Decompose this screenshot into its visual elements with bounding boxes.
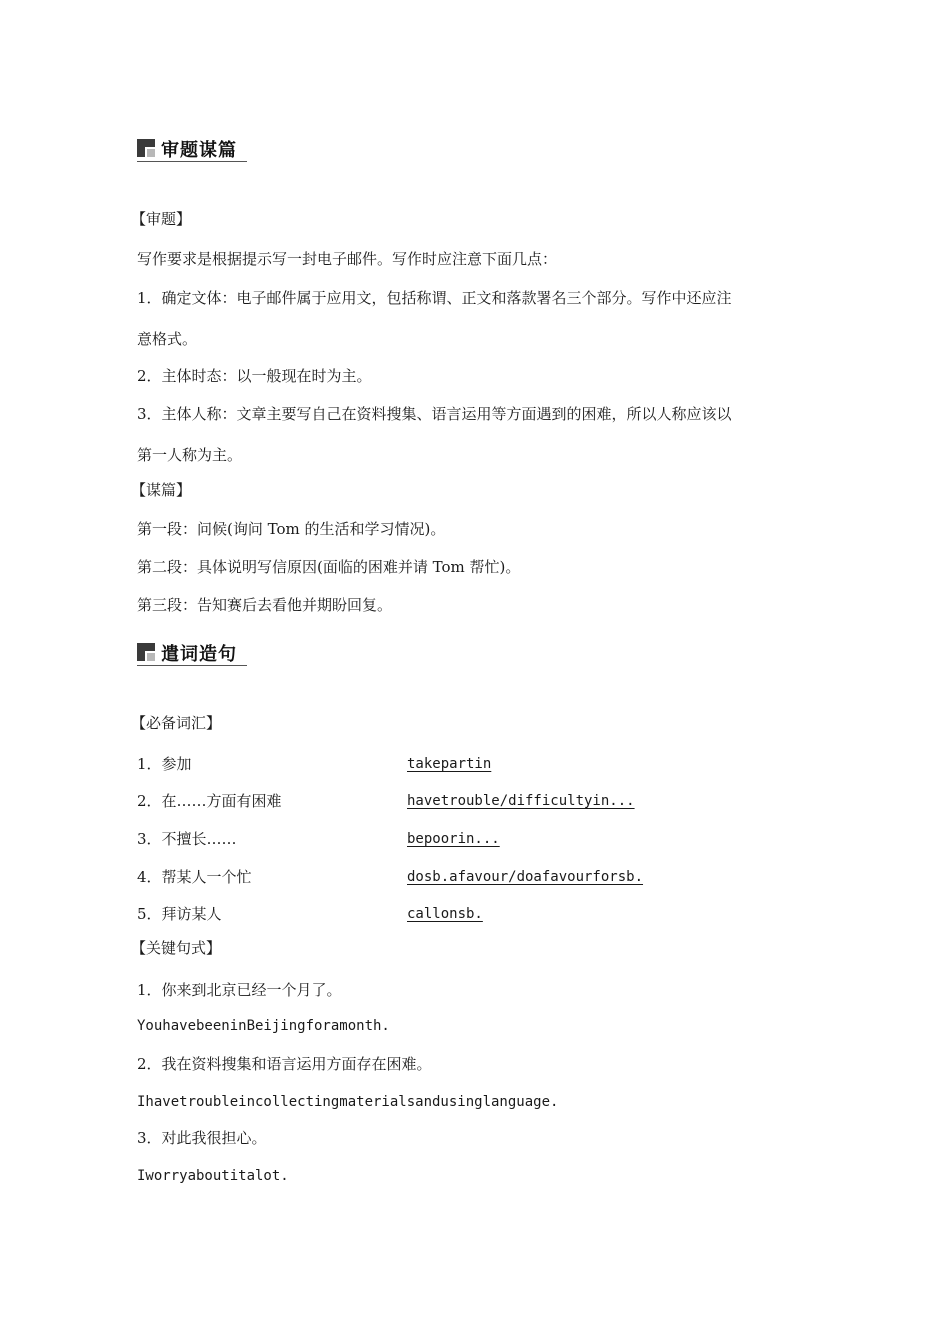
shenti-point-2: 2．主体时态：以一般现在时为主。 (137, 367, 372, 385)
vocab-item-en: callonsb. (407, 906, 483, 922)
shenti-intro: 写作要求是根据提示写一封电子邮件。写作时应注意下面几点： (137, 250, 558, 268)
section-underline (137, 665, 247, 666)
section-title: 审题谋篇 (161, 140, 237, 161)
section-underline (137, 161, 247, 162)
shenti-point-1b: 意格式。 (137, 330, 198, 348)
vocab-heading: 【必备词汇】 (131, 714, 222, 732)
shenti-point-3b: 第一人称为主。 (137, 446, 243, 464)
vocab-item-cn: 2．在……方面有困难 (137, 792, 282, 810)
moupian-para-3: 第三段：告知赛后去看他并期盼回复。 (137, 596, 393, 614)
shenti-point-1a: 1．确定文体：电子邮件属于应用文，包括称谓、正文和落款署名三个部分。写作中还应注 (137, 289, 732, 307)
shenti-point-3a: 3．主体人称：文章主要写自己在资料搜集、语言运用等方面遇到的困难，所以人称应该以 (137, 405, 732, 423)
sentence-cn: 2．我在资料搜集和语言运用方面存在困难。 (137, 1055, 432, 1073)
sentence-cn: 1．你来到北京已经一个月了。 (137, 981, 342, 999)
section-marker-icon (137, 139, 155, 157)
vocab-item-en: dosb.afavour/doafavourforsb. (407, 869, 644, 885)
section-heading-shenti-moupian (137, 136, 247, 164)
sentence-cn: 3．对此我很担心。 (137, 1129, 267, 1147)
moupian-heading: 【谋篇】 (131, 481, 192, 499)
section-title: 遣词造句 (161, 644, 237, 665)
sentence-en: Ihavetroubleincollectingmaterialsandusinglanguage. (137, 1094, 559, 1110)
vocab-item-cn: 1．参加 (137, 755, 192, 773)
moupian-para-2: 第二段：具体说明写信原因(面临的困难并请 Tom 帮忙)。 (137, 558, 521, 576)
section-heading-qianci-zaoju (137, 640, 247, 668)
shenti-heading: 【审题】 (131, 210, 192, 228)
vocab-item-en: havetrouble/difficultyin... (407, 793, 635, 809)
vocab-item-cn: 4．帮某人一个忙 (137, 868, 252, 886)
sentence-en: YouhavebeeninBeijingforamonth. (137, 1018, 390, 1034)
vocab-item-cn: 5．拜访某人 (137, 905, 222, 923)
section-marker-icon (137, 643, 155, 661)
sentences-heading: 【关键句式】 (131, 939, 222, 957)
sentence-en: Iworryaboutitalot. (137, 1168, 289, 1184)
vocab-item-en: takepartin (407, 756, 492, 772)
moupian-para-1: 第一段：问候(询问 Tom 的生活和学习情况)。 (137, 520, 446, 538)
vocab-item-en: bepoorin... (407, 831, 500, 847)
vocab-item-cn: 3．不擅长…… (137, 830, 237, 848)
